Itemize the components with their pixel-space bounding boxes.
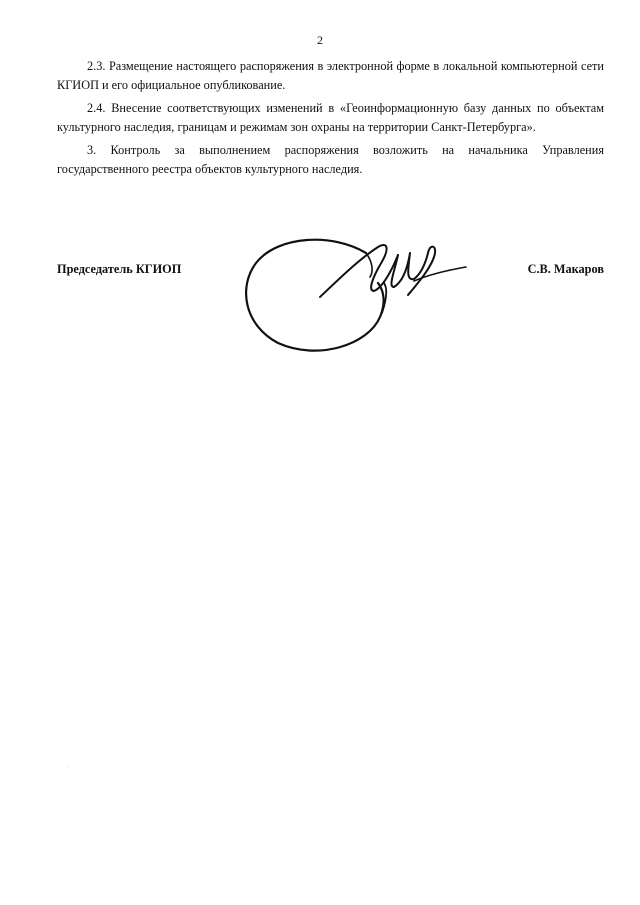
signatory-title: Председатель КГИОП <box>57 262 182 276</box>
scan-speck <box>68 766 69 767</box>
document-body <box>57 57 604 183</box>
paragraph-3: 3. Контроль за выполнением распоряжения возложить на начальника Управления государственного реестра объектов культурного наследия. <box>57 143 604 176</box>
paragraph-2-4: 2.4. Внесение соответствующих изменений в «Геоинформационную базу данных по объектам культурного наследия, границам и режимам зон охраны на территории Санкт-Петербурга». <box>57 101 604 134</box>
page-number: 2 <box>317 33 323 47</box>
signature-loop <box>246 240 384 351</box>
signatory-name: С.В. Макаров <box>527 262 604 276</box>
paragraph-2-3: 2.3. Размещение настоящего распоряжения в электронной форме в локальной компьютерной сети КГИОП и его официальное опубликование. <box>57 59 604 92</box>
handwritten-signature <box>238 225 478 360</box>
signature-stroke-2 <box>391 253 428 287</box>
signature-hook <box>366 253 372 277</box>
